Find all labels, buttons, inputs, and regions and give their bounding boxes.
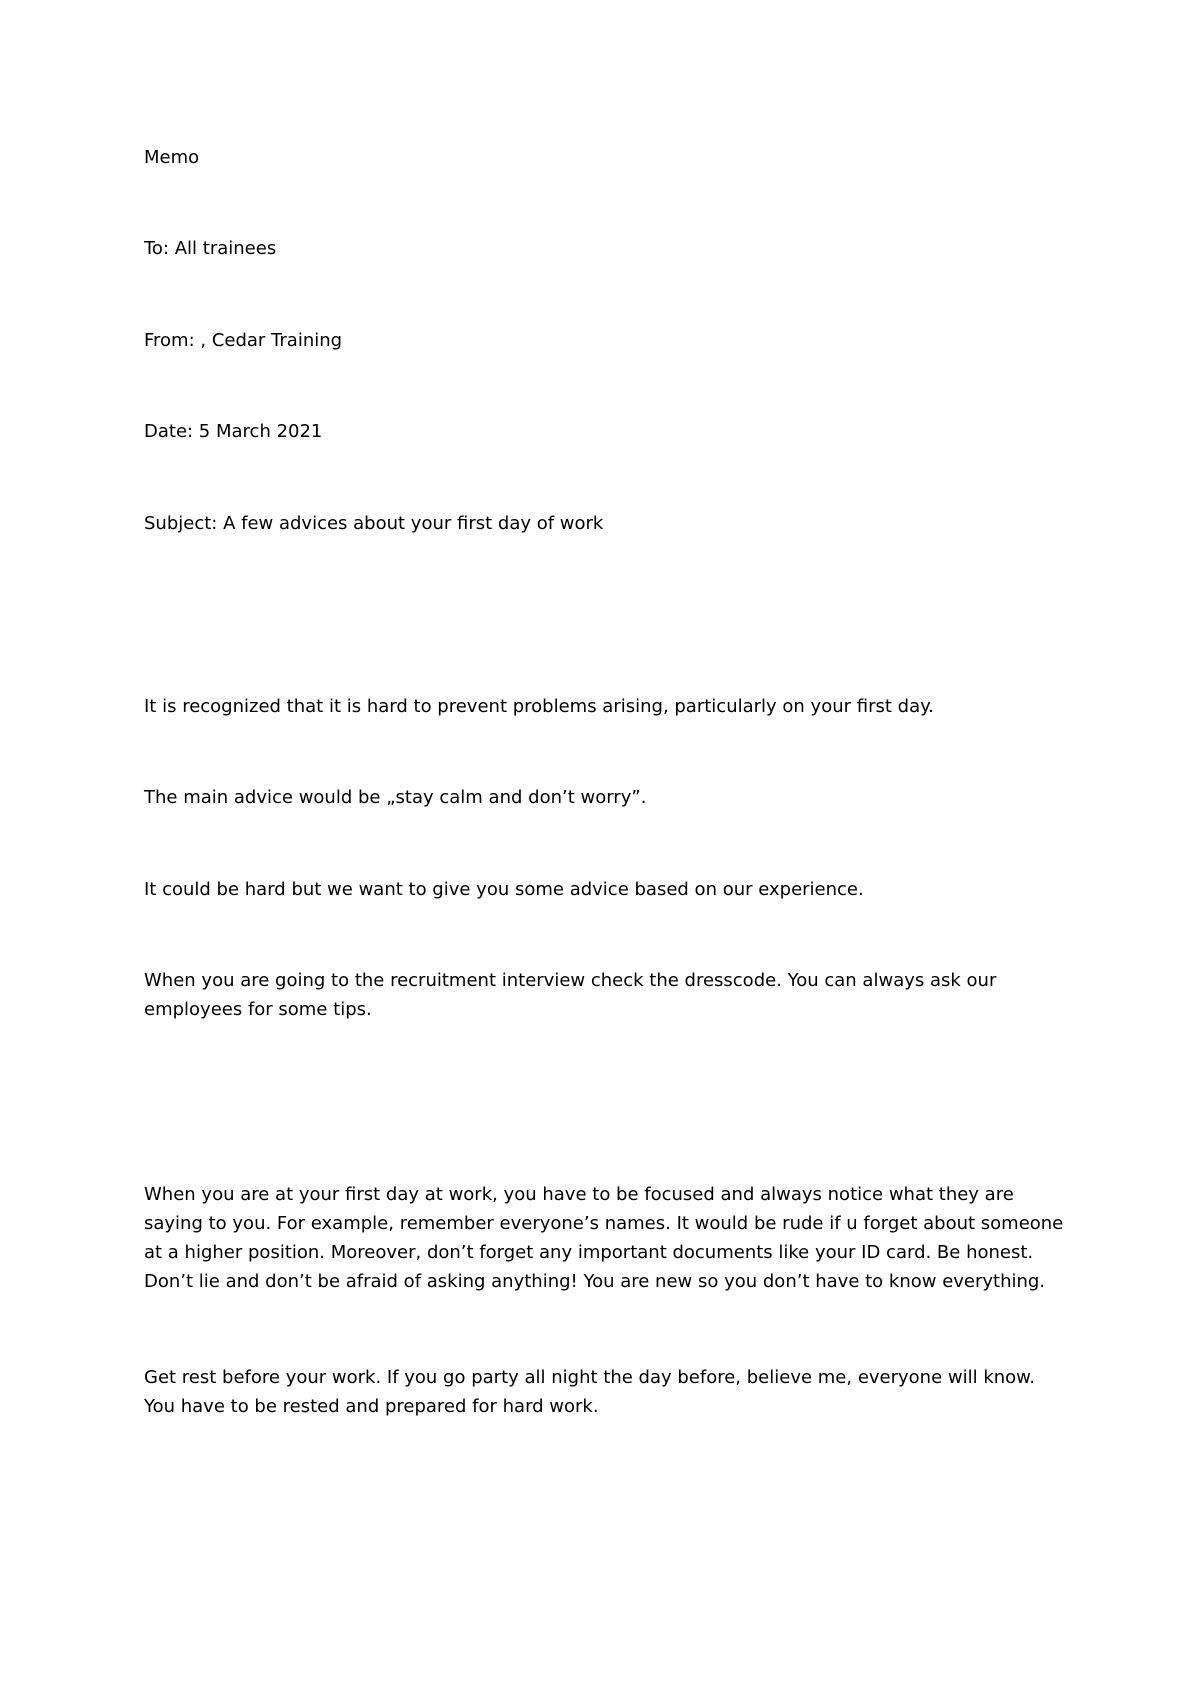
- paragraph-line: When you are at your first day at work, you have to be focused and always notice what they are: [144, 1184, 1014, 1205]
- body-paragraph-4: [144, 966, 1064, 1024]
- body-paragraph-2: The main advice would be „stay calm and don’t worry”.: [144, 787, 647, 808]
- body-paragraph-3: It could be hard but we want to give you some advice based on our experience.: [144, 879, 864, 900]
- paragraph-line: You have to be rested and prepared for hard work.: [144, 1396, 599, 1417]
- memo-date-line: Date: 5 March 2021: [144, 421, 323, 442]
- paragraph-line: employees for some tips.: [144, 999, 372, 1020]
- memo-to-line: To: All trainees: [144, 238, 277, 259]
- memo-from-line: From: , Cedar Training: [144, 330, 343, 351]
- body-paragraph-5: [144, 1180, 1064, 1296]
- body-paragraph-6: [144, 1363, 1064, 1421]
- paragraph-line: saying to you. For example, remember everyone’s names. It would be rude if u forget about someone: [144, 1213, 1064, 1234]
- memo-heading: Memo: [144, 147, 200, 168]
- paragraph-line: When you are going to the recruitment interview check the dresscode. You can always ask our: [144, 970, 997, 991]
- memo-subject-line: Subject: A few advices about your first day of work: [144, 513, 604, 534]
- paragraph-line: Don’t lie and don’t be afraid of asking anything! You are new so you don’t have to know everything.: [144, 1271, 1046, 1292]
- paragraph-line: Get rest before your work. If you go party all night the day before, believe me, everyone will know.: [144, 1367, 1035, 1388]
- paragraph-line: at a higher position. Moreover, don’t forget any important documents like your ID card. Be honest.: [144, 1242, 1034, 1263]
- body-paragraph-1: It is recognized that it is hard to prevent problems arising, particularly on your first day.: [144, 696, 934, 717]
